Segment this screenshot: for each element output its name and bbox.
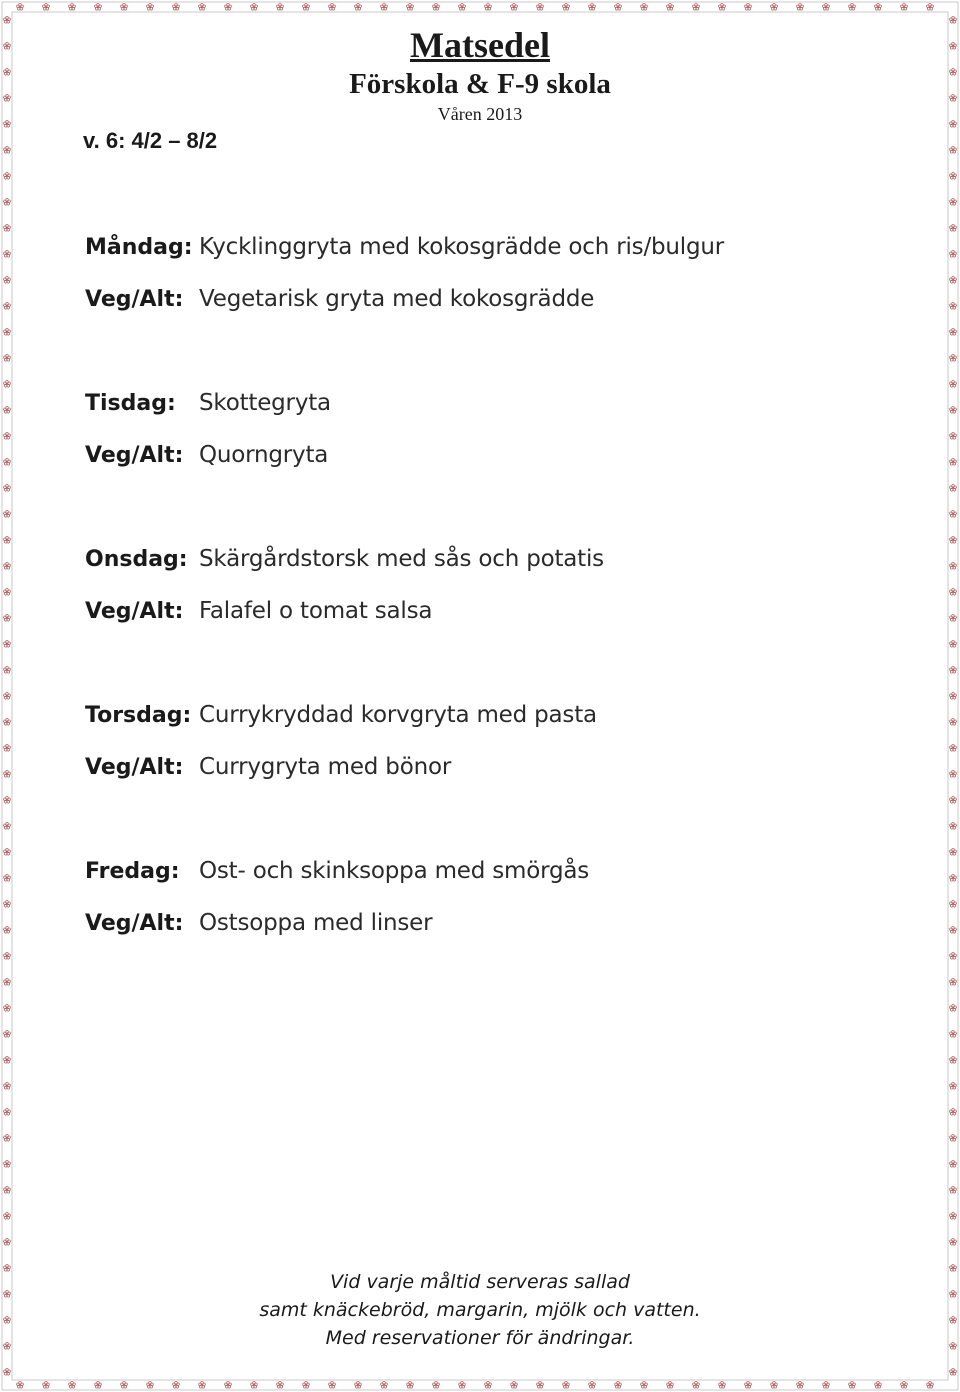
border-flower-icon (950, 329, 957, 336)
border-flower-icon (95, 1382, 102, 1389)
border-flower-icon (4, 199, 11, 206)
border-flower-icon (901, 4, 908, 11)
day-block-thursday (85, 693, 905, 797)
border-flower-icon (927, 1382, 934, 1389)
day-label: Måndag: (85, 235, 193, 260)
border-flower-icon (147, 1382, 154, 1389)
border-flower-icon (771, 4, 778, 11)
border-flower-icon (43, 4, 50, 11)
alt-label: Veg/Alt: (85, 443, 184, 468)
border-flower-icon (719, 1382, 726, 1389)
border-flower-icon (950, 849, 957, 856)
border-flower-icon (277, 4, 284, 11)
border-flower-icon (251, 1382, 258, 1389)
border-flower-icon (950, 511, 957, 518)
border-flower-icon (4, 251, 11, 258)
alt-dish-text: Quorngryta (199, 442, 329, 468)
border-flower-icon (745, 4, 752, 11)
border-flower-icon (950, 537, 957, 544)
border-flower-icon (615, 4, 622, 11)
border-flower-icon (745, 1382, 752, 1389)
border-flower-icon (950, 1161, 957, 1168)
border-flower-icon (225, 1382, 232, 1389)
border-flower-icon (4, 1369, 11, 1376)
alt-label: Veg/Alt: (85, 755, 184, 780)
border-flower-icon (950, 1083, 957, 1090)
border-flower-icon (950, 407, 957, 414)
border-flower-icon (4, 667, 11, 674)
border-flower-icon (4, 719, 11, 726)
border-flower-icon (4, 485, 11, 492)
border-flower-icon (355, 1382, 362, 1389)
border-flower-icon (693, 4, 700, 11)
border-flower-icon (381, 1382, 388, 1389)
border-flower-icon (950, 693, 957, 700)
border-flower-icon (901, 1382, 908, 1389)
border-flower-icon (950, 303, 957, 310)
border-flower-icon (4, 147, 11, 154)
border-flower-icon (4, 303, 11, 310)
border-flower-icon (4, 771, 11, 778)
border-flower-icon (950, 381, 957, 388)
border-flower-icon (4, 511, 11, 518)
header (0, 24, 960, 126)
border-flower-icon (563, 1382, 570, 1389)
day-label: Fredag: (85, 859, 180, 884)
border-flower-icon (4, 953, 11, 960)
border-flower-icon (693, 1382, 700, 1389)
border-flower-icon (459, 4, 466, 11)
border-flower-icon (303, 1382, 310, 1389)
border-flower-icon (537, 1382, 544, 1389)
alt-label: Veg/Alt: (85, 287, 184, 312)
border-flower-icon (199, 1382, 206, 1389)
border-flower-icon (950, 17, 957, 24)
border-flower-icon (4, 641, 11, 648)
border-flower-icon (950, 1369, 957, 1376)
alt-dish-text: Ostsoppa med linser (199, 910, 433, 936)
border-flower-icon (950, 1109, 957, 1116)
border-flower-icon (381, 4, 388, 11)
border-flower-icon (121, 4, 128, 11)
border-flower-icon (4, 849, 11, 856)
border-flower-icon (950, 147, 957, 154)
alt-label: Veg/Alt: (85, 911, 184, 936)
page-title: Matsedel (410, 25, 550, 65)
border-flower-icon (4, 823, 11, 830)
border-flower-icon (950, 1187, 957, 1194)
border-flower-icon (950, 823, 957, 830)
day-block-monday (85, 225, 905, 329)
border-flower-icon (4, 615, 11, 622)
border-flower-icon (950, 277, 957, 284)
border-flower-icon (4, 433, 11, 440)
border-flower-icon (950, 173, 957, 180)
border-flower-icon (797, 4, 804, 11)
border-flower-icon (4, 745, 11, 752)
border-flower-icon (950, 745, 957, 752)
alt-dish-text: Falafel o tomat salsa (199, 598, 433, 624)
border-flower-icon (4, 1083, 11, 1090)
border-flower-icon (4, 1057, 11, 1064)
footer-line-3: Med reservationer för ändringar. (325, 1327, 635, 1349)
border-flower-icon (69, 1382, 76, 1389)
border-flower-icon (95, 4, 102, 11)
border-flower-icon (950, 875, 957, 882)
border-flower-icon (277, 1382, 284, 1389)
border-flower-icon (641, 4, 648, 11)
border-flower-icon (950, 979, 957, 986)
border-flower-icon (563, 4, 570, 11)
border-flower-icon (589, 1382, 596, 1389)
border-flower-icon (329, 4, 336, 11)
border-flower-icon (950, 485, 957, 492)
border-flower-icon (43, 1382, 50, 1389)
border-flower-icon (4, 927, 11, 934)
border-flower-icon (485, 1382, 492, 1389)
border-flower-icon (950, 927, 957, 934)
border-flower-icon (849, 1382, 856, 1389)
border-flower-icon (251, 4, 258, 11)
border-flower-icon (950, 1031, 957, 1038)
border-flower-icon (927, 4, 934, 11)
border-flower-icon (537, 4, 544, 11)
border-flower-icon (4, 589, 11, 596)
day-block-tuesday (85, 381, 905, 485)
border-flower-icon (950, 641, 957, 648)
day-label: Tisdag: (85, 391, 176, 416)
dish-text: Kycklinggryta med kokosgrädde och ris/bulgur (199, 234, 725, 260)
border-flower-icon (433, 1382, 440, 1389)
border-flower-icon (771, 1382, 778, 1389)
border-flower-icon (950, 719, 957, 726)
border-flower-icon (407, 4, 414, 11)
border-flower-icon (511, 4, 518, 11)
border-flower-icon (4, 17, 11, 24)
border-flower-icon (4, 901, 11, 908)
border-flower-icon (950, 589, 957, 596)
border-flower-icon (225, 4, 232, 11)
border-flower-icon (199, 4, 206, 11)
border-flower-icon (173, 1382, 180, 1389)
border-flower-icon (4, 1187, 11, 1194)
border-flower-icon (4, 381, 11, 388)
border-flower-icon (950, 1239, 957, 1246)
border-flower-icon (615, 1382, 622, 1389)
season-label: Våren 2013 (437, 104, 523, 124)
dish-text: Skärgårdstorsk med sås och potatis (199, 546, 604, 572)
dish-text: Skottegryta (199, 390, 331, 416)
border-flower-icon (667, 4, 674, 11)
border-flower-icon (875, 4, 882, 11)
footer-line-2: samt knäckebröd, margarin, mjölk och vatten. (259, 1299, 701, 1321)
footer-note (0, 1268, 960, 1352)
border-flower-icon (4, 979, 11, 986)
border-flower-icon (485, 4, 492, 11)
border-flower-icon (875, 1382, 882, 1389)
border-flower-icon (17, 1382, 24, 1389)
border-flower-icon (950, 797, 957, 804)
border-flower-icon (950, 615, 957, 622)
alt-dish-text: Vegetarisk gryta med kokosgrädde (199, 286, 595, 312)
border-flower-icon (4, 407, 11, 414)
border-flower-icon (4, 355, 11, 362)
border-flower-icon (407, 1382, 414, 1389)
border-flower-icon (4, 459, 11, 466)
border-flower-icon (950, 459, 957, 466)
border-flower-icon (511, 1382, 518, 1389)
border-flower-icon (4, 329, 11, 336)
alt-dish-text: Currygryta med bönor (199, 754, 452, 780)
border-flower-icon (147, 4, 154, 11)
border-flower-icon (4, 797, 11, 804)
border-flower-icon (355, 4, 362, 11)
border-flower-icon (823, 1382, 830, 1389)
page-subtitle: Förskola & F-9 skola (349, 68, 611, 100)
border-flower-icon (797, 1382, 804, 1389)
dish-text: Ost- och skinksoppa med smörgås (199, 858, 590, 884)
border-flower-icon (4, 1031, 11, 1038)
border-flower-icon (950, 1005, 957, 1012)
border-flower-icon (4, 537, 11, 544)
border-flower-icon (459, 1382, 466, 1389)
day-block-friday (85, 849, 905, 953)
border-flower-icon (950, 199, 957, 206)
border-flower-icon (667, 1382, 674, 1389)
border-flower-icon (950, 433, 957, 440)
day-block-wednesday (85, 537, 905, 641)
border-flower-icon (950, 225, 957, 232)
border-flower-icon (17, 4, 24, 11)
dish-text: Currykryddad korvgryta med pasta (199, 702, 597, 728)
border-flower-icon (589, 4, 596, 11)
border-flower-icon (950, 355, 957, 362)
day-label: Torsdag: (85, 703, 192, 728)
border-flower-icon (719, 4, 726, 11)
border-flower-icon (4, 173, 11, 180)
border-flower-icon (4, 1135, 11, 1142)
border-flower-icon (4, 277, 11, 284)
border-flower-icon (950, 953, 957, 960)
day-label: Onsdag: (85, 547, 188, 572)
border-flower-icon (950, 1057, 957, 1064)
border-flower-icon (329, 1382, 336, 1389)
alt-label: Veg/Alt: (85, 599, 184, 624)
border-flower-icon (303, 4, 310, 11)
weekly-menu (85, 225, 905, 1005)
border-flower-icon (849, 4, 856, 11)
border-flower-icon (433, 4, 440, 11)
border-flower-icon (4, 1239, 11, 1246)
border-flower-icon (121, 1382, 128, 1389)
border-flower-icon (4, 225, 11, 232)
week-label: v. 6: 4/2 – 8/2 (83, 128, 218, 153)
border-flower-icon (950, 901, 957, 908)
border-flower-icon (173, 4, 180, 11)
border-flower-icon (641, 1382, 648, 1389)
border-flower-icon (950, 667, 957, 674)
border-flower-icon (4, 1109, 11, 1116)
border-flower-icon (950, 1135, 957, 1142)
border-flower-icon (4, 1161, 11, 1168)
border-flower-icon (4, 875, 11, 882)
footer-line-1: Vid varje måltid serveras sallad (330, 1271, 630, 1293)
border-flower-icon (4, 1005, 11, 1012)
border-flower-icon (4, 563, 11, 570)
border-flower-icon (4, 1213, 11, 1220)
border-flower-icon (950, 771, 957, 778)
border-flower-icon (823, 4, 830, 11)
border-flower-icon (950, 1213, 957, 1220)
border-flower-icon (950, 251, 957, 258)
border-flower-icon (4, 693, 11, 700)
border-flower-icon (950, 563, 957, 570)
border-flower-icon (69, 4, 76, 11)
